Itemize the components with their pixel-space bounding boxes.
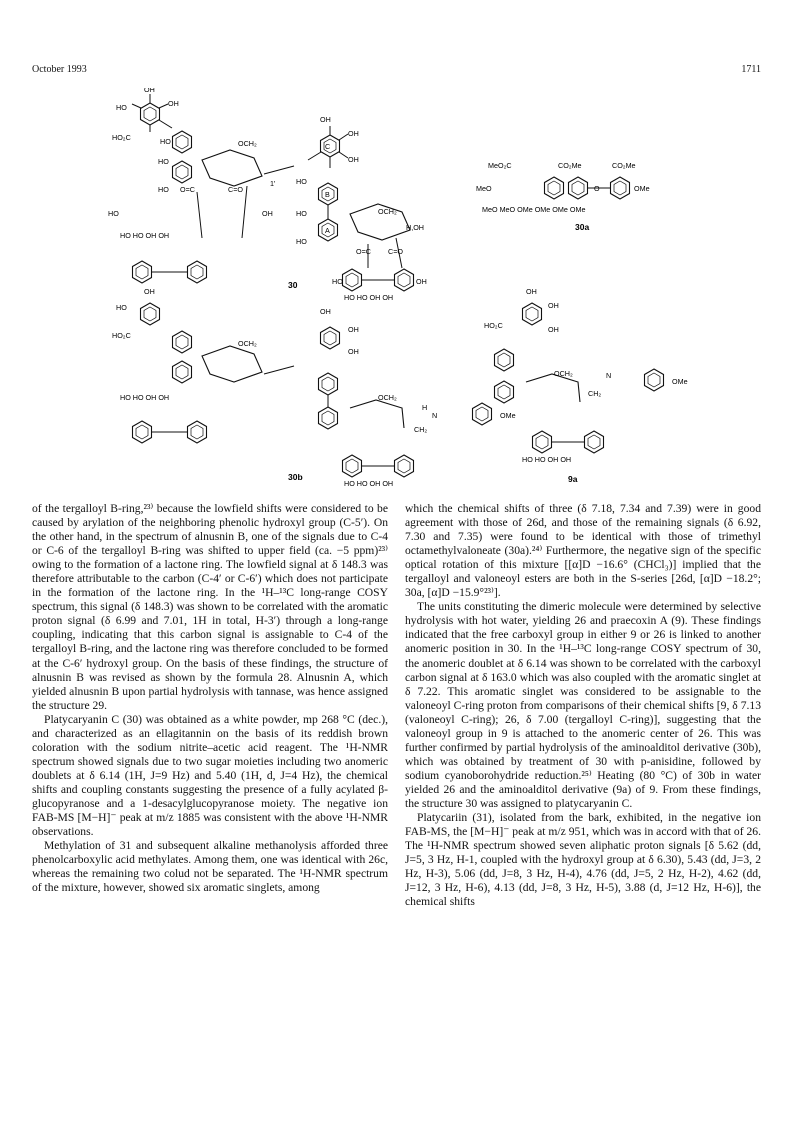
group-label: OMe <box>672 377 688 386</box>
group-label: HO₂C <box>112 331 131 340</box>
ring-label: A <box>325 226 330 235</box>
group-label: HO <box>116 303 127 312</box>
group-label: OH <box>168 99 179 108</box>
paragraph: Platycaryanin C (30) was obtained as a white powder, mp 268 °C (dec.), and characterized as an ellagitannin on the basis of its reddish brown coloration with the sodium nitrite–acetic acid reagent. The ¹H-NMR spectrum showed signals due to two sugar moieties including two anomeric doublets at δ 6.14 (1H, J=9 Hz) and 5.40 (1H, d, J=4 Hz), the chemical shifts and coupling constants suggesting the presence of a fully acylated β-glucopyranose and a 1-desacylglucopyranose moiety. The negative ion FAB-MS [M−H]⁻ peak at m/z 1885 was consistent with the above ¹H-NMR observations. <box>32 712 388 839</box>
group-label: OCH₂ <box>238 339 257 348</box>
group-label: H,OH <box>406 223 424 232</box>
group-label: HO <box>332 277 343 286</box>
group-label: OCH₂ <box>554 369 573 378</box>
compound-label-30: 30 <box>288 280 298 290</box>
group-label: HO <box>296 209 307 218</box>
compound-label-9a: 9a <box>568 474 578 484</box>
group-label: OH <box>348 347 359 356</box>
group-label: HO HO OH OH <box>120 393 170 402</box>
group-label: OH <box>526 287 537 296</box>
group-label: C=O <box>388 247 403 256</box>
group-label: HO₂C <box>112 133 131 142</box>
ring-label: C <box>325 142 331 151</box>
group-label: OH <box>320 115 331 124</box>
page-number: 1711 <box>741 64 761 75</box>
group-label: HO <box>116 103 127 112</box>
group-label: OH <box>262 209 273 218</box>
group-label: HO HO OH OH <box>344 293 394 302</box>
group-label: HO <box>108 209 119 218</box>
group-label: HO HO OH OH <box>120 231 170 240</box>
group-label: MeO <box>476 184 492 193</box>
structure-30a <box>476 161 650 232</box>
paragraph: which the chemical shifts of three (δ 7.18, 7.34 and 7.39) were in good agreement with those of 26d, and those of the remaining signals (δ 6.92, 7.30 and 7.35) were found to be identical with those of trimethyl octamethylvaloneate (30a).²⁴⁾ Furthermore, the negative sign of the specific optical rotation of this mixture [[α]D −16.6° (CHCl₃)] implied that the tergalloyl and valoneoyl esters are both in the S-series [26d, [α]D −18.2°; 30a, [α]D −15.9°²³⁾]. <box>405 502 761 600</box>
group-label: CO₂Me <box>612 161 636 170</box>
paragraph: The units constituting the dimeric molecule were determined by selective hydrolysis with hot water, yielding 26 and praecoxin A (9). These findings indicated that the free carboxyl group in either 9 or 26 is linked to another anomeric position in 30. In the ¹H–¹³C long-range COSY spectrum of 30, the anomeric doublet at δ 6.14 was shown to be correlated with the carboxyl carbon signal at δ 163.0 which was also coupled with the aromatic singlet at δ 7.22. This aromatic singlet was considered to be assignable to the valoneoyl C-ring proton from comparisons of their chemical shifts [9, δ 7.13 (valoneoyl C-ring); 26, δ 7.00 (tergalloyl C-ring)], suggesting that the valoneoyl group in 9 is attached to the anomeric center of 26. This was further confirmed by partial hydrolysis of the aminoalditol derivative (30b), which was obtained by treatment of 30 with p-anisidine, followed by sodium cyanoborohydride reduction.²⁵⁾ Heating (80 °C) of 30b in water yielded 26 and the aminoalditol derivative (9a) of 9. From these findings, the structure 30 was assigned to platycaryanin C. <box>405 600 761 810</box>
group-label: CH₂ <box>414 425 428 434</box>
group-label: O=C <box>356 247 371 256</box>
page-header <box>32 64 761 78</box>
structure-30b <box>112 287 516 488</box>
paragraph: Platycariin (31), isolated from the bark, exhibited, in the negative ion FAB-MS, the [M−H]⁻ peak at m/z 951, which was in accord with that of 26. The ¹H-NMR spectrum showed seven aliphatic proton signals [δ 5.62 (dd, J=5, 3 Hz, H-1, coupled with the hydroxyl group at δ 6.30), 5.43 (dd, J=3, 2 Hz, H-3), 5.06 (dd, J=8, 3 Hz, H-4), 4.76 (dd, J=5, 2 Hz, H-2), 4.62 (dd, J=12, 3 Hz, H-6), 4.13 (dd, J=8, 3 Hz, H-5), 3.88 (d, J=12 Hz, H-6)], the chemical shifts <box>405 811 761 909</box>
group-label: OMe <box>500 411 516 420</box>
group-label: MeO₂C <box>488 161 512 170</box>
group-label: OH <box>416 277 427 286</box>
group-label: OCH₂ <box>238 139 257 148</box>
group-label: OH <box>320 307 331 316</box>
group-label: N <box>606 371 612 380</box>
group-label: HO <box>296 177 307 186</box>
group-label: HO <box>296 237 307 246</box>
journal-date: October 1993 <box>32 64 87 75</box>
group-label: N <box>432 411 438 420</box>
group-label: OCH₂ <box>378 207 397 216</box>
group-label: HO HO OH OH <box>522 455 572 464</box>
group-label: OMe <box>634 184 650 193</box>
group-label: OH <box>348 129 359 138</box>
left-column <box>32 502 388 895</box>
group-label: MeO MeO OMe OMe OMe OMe <box>482 205 586 214</box>
group-label: HO <box>158 157 169 166</box>
group-label: OH <box>144 88 155 94</box>
group-label: CH₂ <box>588 389 602 398</box>
right-column <box>405 502 761 909</box>
group-label: HO HO OH OH <box>344 479 394 488</box>
paragraph: Methylation of 31 and subsequent alkaline methanolysis afforded three phenolcarboxylic acid methylates. Among them, one was identical with 26c, whereas the remaining two colud not be separated. The ¹H-NMR spectrum of the mixture, however, showed six aromatic singlets, among <box>32 839 388 895</box>
group-label: OH <box>348 155 359 164</box>
group-label: O=C <box>180 185 195 194</box>
group-label: OH <box>348 325 359 334</box>
chemical-structures-figure <box>32 88 761 488</box>
group-label: OH <box>548 325 559 334</box>
structure-30 <box>108 88 427 302</box>
group-label: 1' <box>270 179 276 188</box>
structure-9a <box>484 287 688 484</box>
group-label: HO₂C <box>484 321 503 330</box>
compound-label-30a: 30a <box>575 222 590 232</box>
group-label: OH <box>144 287 155 296</box>
paragraph: of the tergalloyl B-ring,²³⁾ because the lowfield shifts were considered to be caused by arylation of the neighboring phenolic hydroxyl group (C-5′). On the other hand, in the spectrum of alnusnin B, one of the signals due to C-4 or C-6 of the tergalloyl B-ring was shifted to upper field (ca. −5 ppm)²³⁾ owing to the formation of a lactone ring. The lowfield signal at δ 148.3 was therefore attributable to the carbon (C-4′ or C-6′) which does not participate in the formation of the lactone ring. In the ¹H–¹³C long-range COSY spectrum, this signal (δ 148.3) was shown to be correlated with the aromatic proton signal (δ 6.99 and 7.01, 1H in total, H-3′) through a long-range coupling, indicating that this carbon signal is assignable to C-4 of the tergalloyl B-ring, and the lactone ring was therefore concluded to be formed at the C-6′ hydroxyl group. On the basis of these findings, the structure of alnusnin B was revised as shown by the formula 28. Alnusnin A, which yielded alnusnin B upon partial hydrolysis with tannase, was hence assigned the structure 29. <box>32 502 388 712</box>
group-label: H <box>422 403 428 412</box>
group-label: HO <box>160 137 171 146</box>
group-label: CO₂Me <box>558 161 582 170</box>
group-label: OH <box>548 301 559 310</box>
group-label: C=O <box>228 185 243 194</box>
group-label: OCH₂ <box>378 393 397 402</box>
compound-label-30b: 30b <box>288 472 303 482</box>
group-label: O <box>594 184 600 193</box>
group-label: HO <box>158 185 169 194</box>
ring-label: B <box>325 190 330 199</box>
